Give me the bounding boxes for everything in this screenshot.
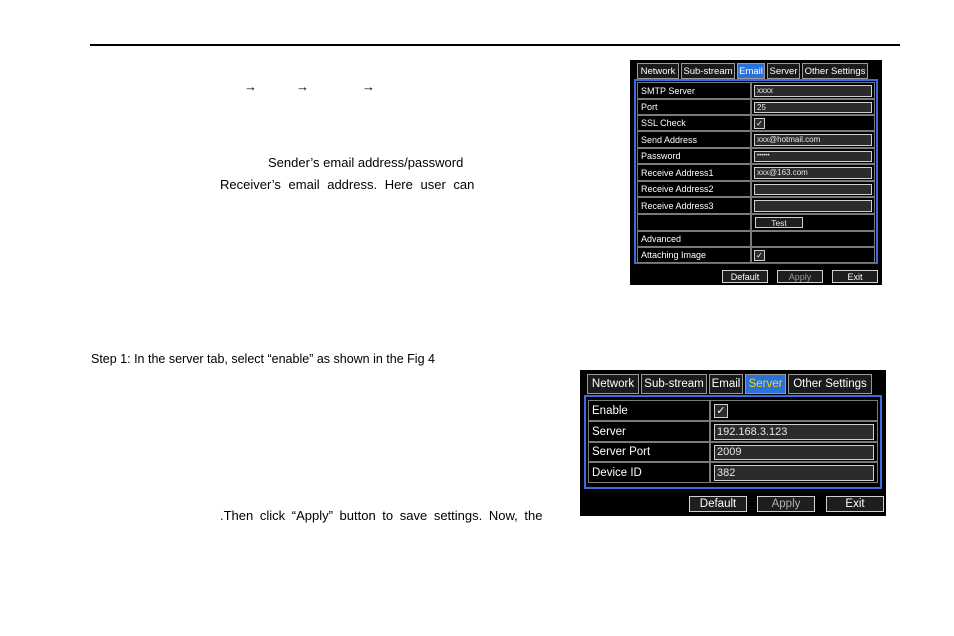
label-port: Port	[637, 99, 751, 115]
label-receive-address3: Receive Address3	[637, 197, 751, 214]
value-cell	[751, 148, 875, 164]
row-receive-address1	[637, 164, 875, 181]
row-ssl-check	[637, 115, 875, 131]
device-id-input[interactable]: 382	[714, 465, 874, 481]
tab-other-settings[interactable]: Other Settings	[802, 63, 868, 79]
value-cell	[710, 400, 878, 421]
server-port-input[interactable]: 2009	[714, 445, 874, 460]
label-attaching-image: Attaching Image	[637, 247, 751, 263]
arrow-2: →	[296, 79, 309, 94]
row-enable	[588, 400, 878, 421]
label-receive-address1: Receive Address1	[637, 164, 751, 181]
test-button[interactable]: Test	[755, 217, 803, 228]
exit-button[interactable]: Exit	[832, 270, 878, 283]
receive-address2-input[interactable]	[754, 184, 872, 195]
server-settings-panel	[580, 370, 886, 516]
value-cell	[710, 421, 878, 442]
label-password: Password	[637, 148, 751, 164]
arrow-1: →	[244, 79, 257, 94]
email-settings-panel	[630, 60, 882, 285]
value-cell	[710, 462, 878, 483]
label-smtp-server: SMTP Server	[637, 82, 751, 99]
label-ssl-check: SSL Check	[637, 115, 751, 131]
email-panel-tabs	[637, 63, 870, 79]
tab-server[interactable]: Server	[767, 63, 800, 79]
label-send-address: Send Address	[637, 131, 751, 148]
tab-server[interactable]: Server	[745, 374, 786, 394]
row-attaching-image	[637, 247, 875, 263]
value-cell	[751, 214, 875, 231]
value-cell	[751, 247, 875, 263]
smtp-server-input[interactable]: xxxx	[754, 85, 872, 97]
label-advanced[interactable]: Advanced	[637, 231, 751, 247]
arrow-3: →	[362, 79, 375, 94]
row-server	[588, 421, 878, 442]
row-server-port	[588, 442, 878, 462]
row-receive-address3	[637, 197, 875, 214]
tab-network[interactable]: Network	[587, 374, 639, 394]
attaching-image-checkbox[interactable]: ✓	[754, 250, 765, 261]
row-send-address	[637, 131, 875, 148]
row-device-id	[588, 462, 878, 483]
receiver-line: Receiver’s email address. Here user can	[220, 177, 475, 192]
tab-email[interactable]: Email	[709, 374, 743, 394]
value-cell	[751, 181, 875, 197]
row-port	[637, 99, 875, 115]
row-receive-address2	[637, 181, 875, 197]
default-button[interactable]: Default	[722, 270, 768, 283]
server-input[interactable]: 192.168.3.123	[714, 424, 874, 440]
receive-address3-input[interactable]	[754, 200, 872, 212]
value-cell	[751, 99, 875, 115]
apply-button[interactable]: Apply	[777, 270, 823, 283]
row-advanced	[637, 231, 875, 247]
value-cell	[751, 231, 875, 247]
tab-sub-stream[interactable]: Sub-stream	[681, 63, 735, 79]
apply-button[interactable]: Apply	[757, 496, 815, 512]
label-enable: Enable	[588, 400, 710, 421]
server-panel-tabs	[587, 374, 874, 394]
apply-line: .Then click “Apply” button to save settings. Now, the	[220, 508, 543, 523]
row-smtp-server	[637, 82, 875, 99]
value-cell	[751, 115, 875, 131]
step1-text: Step 1: In the server tab, select “enable” as shown in the Fig 4	[91, 352, 435, 366]
row-test	[637, 214, 875, 231]
password-input[interactable]: ••••••	[754, 151, 872, 162]
tab-sub-stream[interactable]: Sub-stream	[641, 374, 707, 394]
label-device-id: Device ID	[588, 462, 710, 483]
row-password	[637, 148, 875, 164]
default-button[interactable]: Default	[689, 496, 747, 512]
label-receive-address2: Receive Address2	[637, 181, 751, 197]
enable-checkbox[interactable]: ✓	[714, 404, 728, 418]
header-rule	[90, 44, 900, 46]
value-cell	[751, 164, 875, 181]
exit-button[interactable]: Exit	[826, 496, 884, 512]
tab-network[interactable]: Network	[637, 63, 679, 79]
send-address-input[interactable]: xxx@hotmail.com	[754, 134, 872, 146]
sender-line: Sender’s email address/password	[268, 155, 464, 170]
receive-address1-input[interactable]: xxx@163.com	[754, 167, 872, 179]
tab-email[interactable]: Email	[737, 63, 765, 79]
label-server: Server	[588, 421, 710, 442]
value-cell	[751, 82, 875, 99]
label-server-port: Server Port	[588, 442, 710, 462]
value-cell	[710, 442, 878, 462]
ssl-check-checkbox[interactable]: ✓	[754, 118, 765, 129]
tab-other-settings[interactable]: Other Settings	[788, 374, 872, 394]
port-input[interactable]: 25	[754, 102, 872, 113]
value-cell	[751, 197, 875, 214]
label-empty	[637, 214, 751, 231]
value-cell	[751, 131, 875, 148]
